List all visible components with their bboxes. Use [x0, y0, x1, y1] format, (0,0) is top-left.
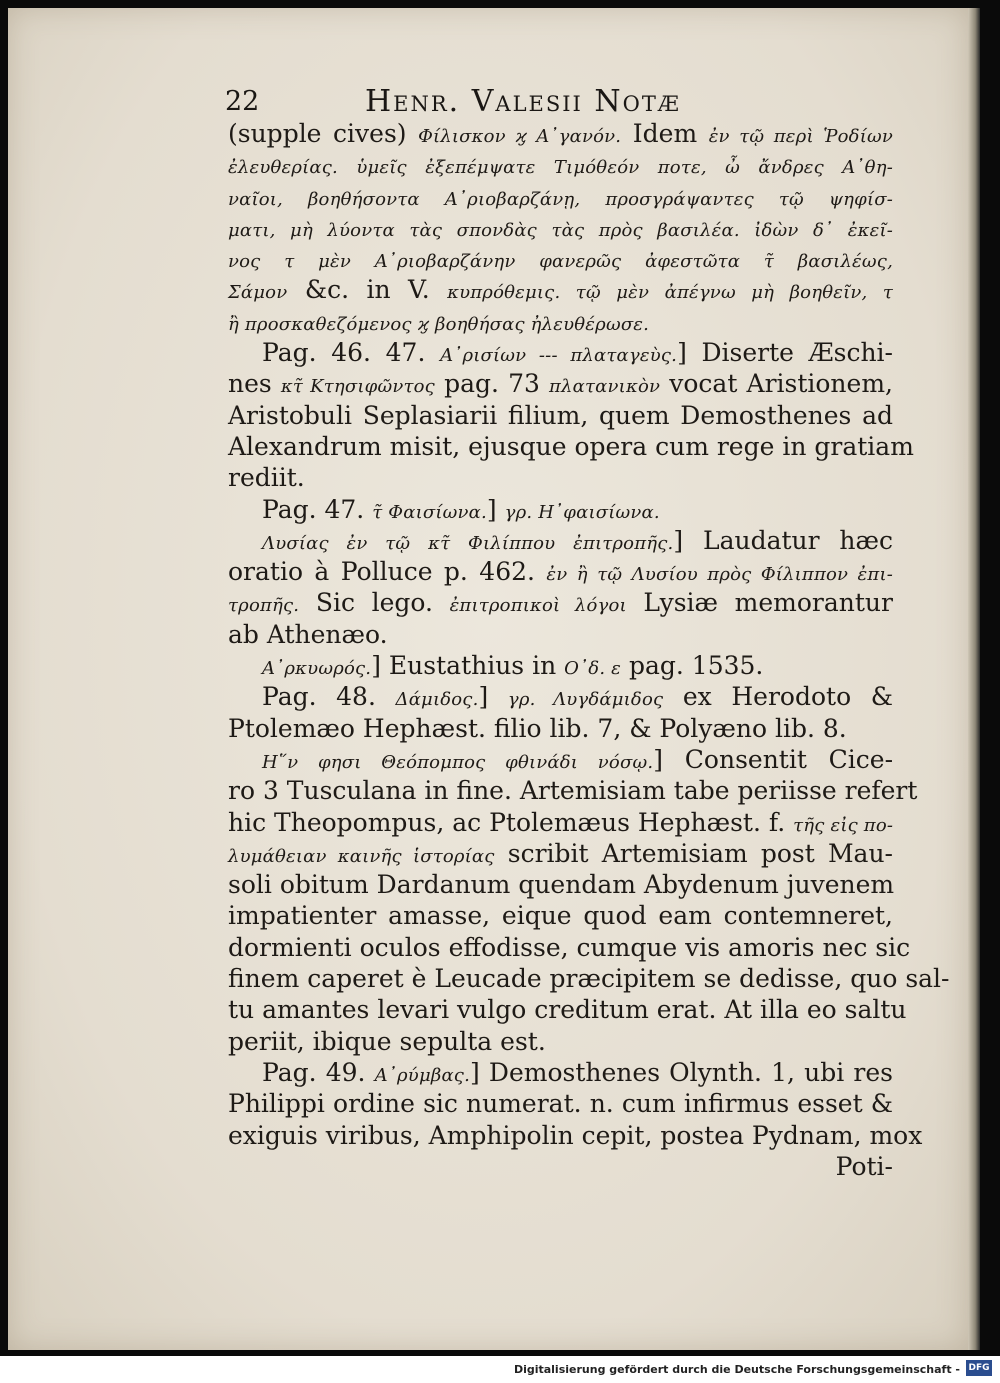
greek-text: τ̃ Φαισίωνα. — [372, 501, 487, 523]
greek-text: ἐν τῷ περὶ Ῥοδίων — [708, 126, 893, 147]
text-line — [228, 212, 893, 243]
greek-text: τῆς εἰς πο- — [793, 814, 894, 836]
text-body — [228, 118, 950, 1182]
text-line — [228, 525, 893, 556]
latin-text: pag. 1535. — [621, 651, 764, 681]
text-line — [228, 994, 907, 1025]
latin-text: Philippi ordine sic numerat. n. cum infirmus esset & — [228, 1089, 893, 1119]
text-line — [228, 118, 893, 149]
greek-text: λυμάθειαν καινῆς ἱστορίας — [228, 845, 495, 867]
text-line — [228, 431, 914, 462]
text-line — [228, 963, 950, 994]
greek-text: Σάμον — [228, 282, 288, 304]
greek-text: πλατανικὸν — [549, 376, 661, 398]
text-line — [228, 462, 893, 493]
latin-text: Ptolemæo Hephæst. filio lib. 7, & Polyæno lib. 8. — [228, 713, 847, 743]
greek-text: ματι, μὴ λύοντα τὰς σπονδὰς τὰς πρὸς βασιλέα. ἰδὼν δ᾽ ἐκεῖ- — [228, 219, 893, 241]
latin-text: Pag. 49. — [262, 1057, 375, 1087]
greek-text: Α᾽ρκυωρός. — [262, 658, 372, 680]
text-line — [228, 932, 911, 963]
greek-text: Δάμιδος. — [395, 689, 479, 711]
greek-text: ἢ προσκαθεζόμενος ϗ βοηθήσας ἠλευθέρωσε. — [228, 313, 650, 335]
greek-text: Α᾽ρύμβας. — [374, 1064, 471, 1086]
latin-text: Pag. 48. — [262, 682, 396, 712]
latin-text: hic Theopompus, ac Ptolemæus Hephæst. f. — [228, 807, 794, 837]
latin-text: ] Laudatur hæc — [673, 525, 893, 555]
latin-text: exiguis viribus, Amphipolin cepit, postea Pydnam, mox — [228, 1120, 923, 1150]
latin-text: soli obitum Dardanum quendam Abydenum juvenem — [228, 870, 895, 900]
text-line — [228, 494, 893, 525]
greek-text: ναῖοι, βοηθήσοντα Α᾽ριοβαρζάνῃ, προσγράψαντες τῷ ψηφίσ- — [228, 188, 893, 210]
text-line — [228, 900, 893, 931]
greek-text: κυπρόθεμις. τῷ μὲν ἀπέγνω μὴ βοηθεῖν, τ — [447, 282, 894, 304]
latin-text: Pag. 46. 47. — [262, 338, 441, 368]
latin-text: ro 3 Tusculana in fine. Artemisiam tabe periisse refert — [228, 776, 918, 806]
text-line — [228, 368, 893, 399]
latin-text: Aristobuli Seplasiarii filium, quem Demosthenes ad — [228, 400, 893, 430]
latin-text: ex Herodoto & — [663, 682, 893, 712]
text-line — [228, 775, 918, 806]
text-line — [228, 587, 893, 618]
greek-text: τροπῆς. — [228, 595, 300, 617]
greek-text: κτ̃ Κτησιφῶντος — [280, 376, 435, 398]
latin-text: &c. in V. — [287, 275, 448, 305]
dfg-logo: DFG — [966, 1360, 992, 1376]
latin-text: Alexandrum misit, ejusque opera cum rege in gratiam — [228, 431, 914, 461]
text-line — [228, 838, 893, 869]
greek-text: Λυσίας ἐν τῷ κτ̃ Φιλίππου ἐπιτροπῆς. — [262, 532, 674, 554]
greek-text: Ο᾽δ. ε — [564, 658, 622, 680]
latin-text: ] Consentit Cice- — [653, 744, 894, 774]
latin-text: nes — [228, 369, 281, 399]
latin-text: finem caperet è Leucade præcipitem se dedisse, quo sal- — [228, 964, 950, 994]
text-line — [228, 1088, 893, 1119]
latin-text: scribit Artemisiam post Mau- — [494, 838, 894, 868]
text-line — [228, 306, 893, 337]
page-edge — [968, 8, 980, 1350]
latin-text: rediit. — [228, 463, 305, 493]
text-line — [228, 149, 893, 180]
latin-text: vocat Aristionem, — [660, 369, 893, 399]
footer-credit: Digitalisierung gefördert durch die Deutsche Forschungsgemeinschaft - — [513, 1363, 960, 1376]
greek-text: ἐπιτροπικοὶ λόγοι — [449, 595, 627, 617]
latin-text: oratio à Polluce p. 462. — [228, 557, 547, 587]
text-line — [228, 744, 893, 775]
latin-text: (supple cives) — [228, 119, 419, 148]
text-line — [228, 400, 893, 431]
greek-text: ἐν ἢ τῷ Λυσίου πρὸς Φίλιππον ἐπι- — [546, 564, 893, 586]
greek-text: Α᾽ρισίων --- πλαταγεὺς. — [440, 345, 678, 367]
latin-text: ] — [478, 682, 508, 712]
text-line — [228, 713, 893, 744]
text-line — [228, 1026, 893, 1057]
text-line — [228, 869, 893, 900]
greek-text: νος τ μὲν Α᾽ριοβαρζάνην φανερῶς ἀφεστῶτα τ̃ βασιλέως, — [228, 251, 893, 273]
text-line — [228, 274, 893, 305]
latin-text: tu amantes levari vulgo creditum erat. At illa eo saltu — [228, 995, 907, 1025]
latin-text: Sic lego. — [299, 588, 450, 618]
latin-text: ] Demosthenes Olynth. 1, ubi res — [470, 1057, 893, 1087]
greek-text: ἐλευθερίας. ὑμεῖς ἐξεπέμψατε Τιμόθεόν ποτε, ὦ ἄνδρες Α᾽θη- — [228, 157, 893, 179]
greek-text: γρ. Λυγδάμιδος — [507, 689, 664, 711]
latin-text: Pag. 47. — [262, 494, 373, 524]
text-line — [228, 650, 893, 681]
text-line — [228, 619, 893, 650]
greek-text: Φίλισκον ϗ Α᾽γανόν. — [418, 126, 622, 147]
latin-text: ab Athenæo. — [228, 619, 388, 649]
text-line — [228, 807, 893, 838]
text-line — [228, 337, 893, 368]
greek-text: γρ. Η᾽φαισίωνα. — [504, 501, 660, 523]
text-line — [228, 181, 893, 212]
text-line — [228, 681, 893, 712]
page-number: 22 — [225, 86, 260, 117]
text-line — [228, 1120, 923, 1151]
latin-text: periit, ibique sepulta est. — [228, 1026, 546, 1056]
text-line — [228, 556, 893, 587]
latin-text: impatienter amasse, eique quod eam contemneret, — [228, 901, 893, 931]
latin-text: dormienti oculos effodisse, cumque vis amoris nec sic — [228, 932, 911, 962]
latin-text: ] Eustathius in — [371, 651, 565, 681]
latin-text: pag. 73 — [434, 369, 550, 399]
greek-text: Η῞ν φησι Θεόπομπος φθινάδι νόσῳ. — [262, 751, 654, 773]
latin-text: Idem — [621, 119, 709, 148]
running-head: Henr. Valesii Notæ — [365, 84, 681, 119]
latin-text: ] — [486, 494, 505, 524]
text-line — [228, 1057, 893, 1088]
catchword: Poti- — [835, 1151, 893, 1181]
text-line — [228, 243, 893, 274]
latin-text: Lysiæ memorantur — [626, 588, 893, 618]
latin-text: ] Diserte Æschi- — [677, 338, 893, 368]
